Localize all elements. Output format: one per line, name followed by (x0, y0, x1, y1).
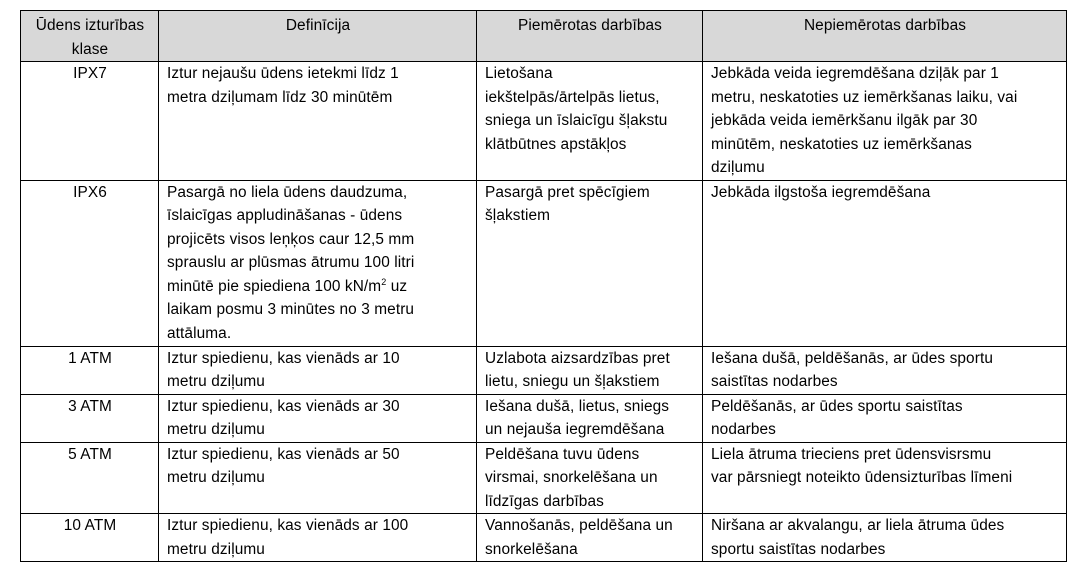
cell-line: Nepiemērotas darbības (803, 17, 967, 34)
table-row (21, 62, 1067, 181)
cell-line: var pārsniegt noteikto ūdensizturības līmeni (711, 469, 1013, 486)
table-header-row (21, 11, 1067, 62)
unsuitable-activities-cell (703, 180, 1067, 346)
cell-line: iekštelpās/ārtelpās lietus, (485, 88, 660, 106)
suitable-activities-cell (477, 394, 703, 442)
cell-line: Vannošanās, peldēšana un (485, 517, 673, 534)
suitable-activities-cell (477, 62, 703, 181)
cell-line: Iztur spiedienu, kas vienāds ar 100 (167, 517, 409, 534)
unsuitable-activities-cell (703, 346, 1067, 394)
cell-line: metru dziļumu (167, 540, 265, 558)
table-row (21, 394, 1067, 442)
cell-line: klase (71, 40, 109, 58)
cell-line: Lietošana (485, 65, 553, 82)
cell-line: metru dziļumu (167, 469, 265, 486)
suitable-activities-cell (477, 442, 703, 514)
cell-line: Niršana ar akvalangu, ar liela ātruma ūdes (711, 517, 1005, 534)
cell-line: Pasargā pret spēcīgiem (485, 183, 650, 201)
unsuitable-activities-cell (703, 62, 1067, 181)
header-cell (477, 11, 703, 62)
unsuitable-activities-cell (703, 442, 1067, 514)
cell-line: Piemērotas darbības (518, 17, 662, 34)
cell-line: Pasargā no liela ūdens daudzuma, (167, 183, 408, 201)
cell-line: Iztur spiedienu, kas vienāds ar 50 (167, 445, 400, 463)
cell-line: metra dziļumam līdz 30 minūtēm (167, 88, 393, 106)
class-cell: 10 ATM (21, 514, 159, 562)
suitable-activities-cell (477, 514, 703, 562)
definition-cell (159, 62, 477, 181)
cell-line: lietu, sniegu un šļakstiem (485, 373, 660, 390)
cell-line: saistītas nodarbes (711, 373, 838, 390)
cell-line: Jebkāda veida iegremdēšana dziļāk par 1 (711, 65, 999, 82)
cell-line: Iztur nejaušu ūdens ietekmi līdz 1 (167, 65, 399, 82)
table-row (21, 514, 1067, 562)
cell-line: klātbūtnes apstākļos (485, 135, 627, 153)
cell-line: sniega un īslaicīgu šļakstu (485, 112, 668, 129)
table-row (21, 180, 1067, 346)
header-cell (703, 11, 1067, 62)
definition-cell (159, 442, 477, 514)
cell-line: Iešana dušā, lietus, sniegs (485, 397, 670, 415)
cell-line: sportu saistītas nodarbes (711, 540, 886, 558)
class-cell: 5 ATM (21, 442, 159, 514)
cell-line: Ūdens izturības (35, 17, 145, 34)
cell-line: snorkelēšana (485, 540, 578, 558)
cell-line: minūtēm, neskatoties uz iemērkšanas (711, 135, 972, 153)
cell-line: Jebkāda ilgstoša iegremdēšana (711, 183, 931, 201)
unsuitable-activities-cell (703, 394, 1067, 442)
class-cell: IPX6 (21, 180, 159, 346)
table-row (21, 442, 1067, 514)
cell-line: Uzlabota aizsardzības pret (485, 349, 670, 367)
cell-line: Peldēšana tuvu ūdens (485, 445, 640, 463)
definition-cell (159, 346, 477, 394)
suitable-activities-cell (477, 346, 703, 394)
definition-cell (159, 514, 477, 562)
cell-line: projicēts visos leņķos caur 12,5 mm (167, 230, 415, 248)
cell-line: īslaicīgas appludināšanas - ūdens (167, 207, 403, 224)
cell-line: laikam posmu 3 minūtes no 3 metru (167, 301, 415, 318)
cell-line: minūtē pie spiediena 100 $kN/m^2$ uz (167, 276, 408, 295)
class-cell: 3 ATM (21, 394, 159, 442)
cell-line: Definīcija (285, 17, 351, 34)
cell-line: Iešana dušā, peldēšanās, ar ūdes sportu (711, 349, 993, 367)
cell-line: un nejauša iegremdēšana (485, 421, 665, 438)
cell-line: sprauslu ar plūsmas ātrumu 100 litri (167, 254, 415, 271)
suitable-activities-cell (477, 180, 703, 346)
cell-line: metru dziļumu (167, 421, 265, 438)
cell-line: dziļumu (711, 159, 765, 176)
class-cell: IPX7 (21, 62, 159, 181)
definition-cell (159, 180, 477, 346)
cell-line: līdzīgas darbības (485, 492, 604, 510)
cell-line: virsmai, snorkelēšana un (485, 469, 658, 486)
cell-line: Liela ātruma trieciens pret ūdensvisrsmu (711, 445, 992, 463)
cell-line: metru dziļumu (167, 373, 265, 390)
cell-line: Peldēšanās, ar ūdes sportu saistītas (711, 397, 963, 415)
unsuitable-activities-cell (703, 514, 1067, 562)
cell-line: jebkāda veida iemērkšanu ilgāk par 30 (711, 112, 978, 129)
class-cell: 1 ATM (21, 346, 159, 394)
cell-line: Iztur spiedienu, kas vienāds ar 30 (167, 397, 400, 415)
cell-line: nodarbes (711, 421, 776, 438)
definition-cell (159, 394, 477, 442)
water-resistance-table (20, 10, 1067, 562)
cell-line: šļakstiem (485, 207, 551, 224)
cell-line: metru, neskatoties uz iemērkšanas laiku, vai (711, 88, 1018, 106)
header-cell (159, 11, 477, 62)
cell-line: Iztur spiedienu, kas vienāds ar 10 (167, 349, 400, 367)
cell-line: attāluma. (167, 324, 232, 342)
header-cell (21, 11, 159, 62)
table-row (21, 346, 1067, 394)
